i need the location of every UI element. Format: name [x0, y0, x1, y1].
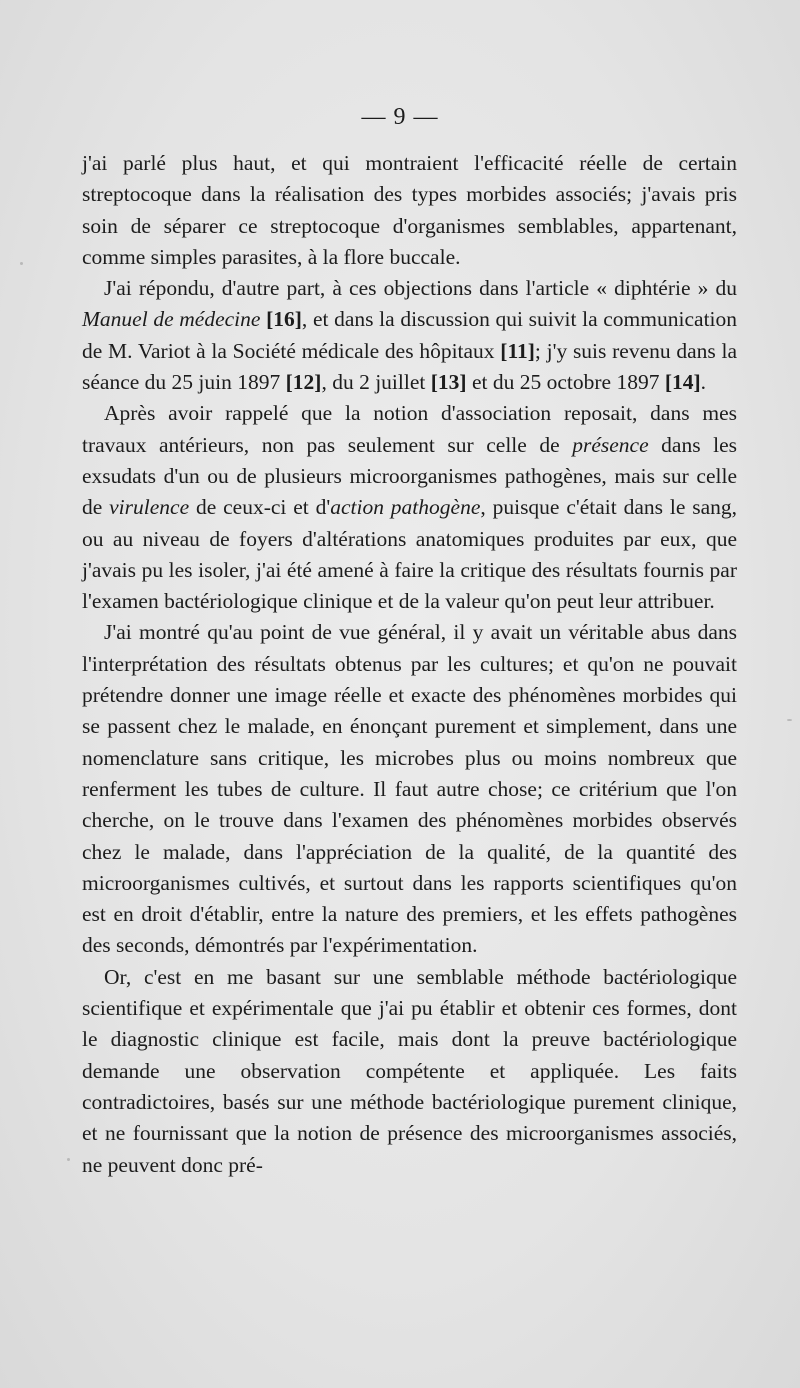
paper-speck	[787, 719, 792, 721]
paragraph	[82, 148, 737, 273]
text-run: dans les exsudats d'un ou de plusieurs microorganismes pathogènes, mais sur celle de	[82, 432, 737, 520]
text-run: j'ai parlé plus haut, et qui montraient l'efficacité réelle de certain streptocoque dans la réalisation des types morbides associés; j'avais pris soin de séparer ce streptocoque d'organismes semblables, appartenant, comme simples parasites, à la flore buccale.	[82, 151, 737, 269]
text-run: , puisque c'était dans le sang, ou au niveau de foyers d'altérations anatomiques produites par eux, que j'avais pu les isoler, j'ai été amené à faire la critique des résultats fournis par l'examen bactériologique clinique et de la valeur qu'on peut leur attribuer.	[82, 495, 737, 614]
reference-number: [11]	[500, 338, 535, 363]
reference-number: [14]	[664, 370, 701, 395]
page-number: — 9 —	[361, 104, 439, 130]
text-run: J'ai répondu, d'autre part, à ces objections dans l'article « diphtérie » du	[104, 276, 737, 301]
reference-number: [12]	[285, 370, 322, 395]
text-run: ; j'y suis revenu dans la séance du 25 juin 1897	[82, 338, 737, 395]
italic-text: Manuel de médecine	[82, 307, 261, 332]
text-run: J'ai montré qu'au point de vue général, il y avait un véritable abus dans l'interprétation des résultats obtenus par les cultures; et qu'on ne pouvait prétendre donner une image réelle et exacte des phénomènes morbides qui se passent chez le malade, en énonçant purement et simplement, dans une nomenclature sans critique, les microbes plus ou moins nombreux que renferment les tubes de culture. Il faut autre chose; ce critérium que l'on cherche, on le trouve dans l'examen des phénomènes morbides observés chez le malade, dans l'appréciation de la qualité, de la quantité des microorganismes cultivés, et surtout dans les rapports scientifiques qu'on est en droit d'établir, entre la nature des premiers, et les effets pathogènes des seconds, démontrés par l'expérimentation.	[82, 620, 737, 958]
paragraph	[82, 398, 737, 617]
paragraph	[82, 962, 737, 1181]
text-run: Or, c'est en me basant sur une semblable méthode bactériologique scientifique et expérimentale que j'ai pu établir et obtenir ces formes, dont le diagnostic clinique est facile, mais dont la preuve bactériologique demande une observation compétente et appliquée. Les faits contradictoires, basés sur une méthode bactériologique purement clinique, et ne fournissant que la notion de présence des microorganismes associés, ne peuvent donc pré-	[82, 964, 737, 1177]
reference-number: [13]	[430, 370, 467, 395]
italic-text: présence	[572, 432, 649, 457]
text-run: , et dans la discussion qui suivit la communication de M. Variot à la Société médicale des hôpitaux	[82, 307, 738, 363]
text-run: Après avoir rappelé que la notion d'association reposait, dans mes travaux antérieurs, non pas seulement sur celle de	[82, 401, 737, 457]
text-run: et du 25 octobre 1897	[466, 370, 665, 395]
paper-speck	[67, 1158, 70, 1161]
paragraph	[82, 273, 737, 398]
italic-text: action pathogène	[330, 495, 481, 520]
paper-speck	[20, 262, 23, 265]
body-text	[82, 148, 737, 1181]
text-run: .	[700, 370, 707, 395]
paragraph	[82, 617, 737, 961]
italic-text: virulence	[109, 495, 190, 520]
text-run: , du 2 juillet	[321, 370, 431, 395]
text-run: de ceux-ci et d'	[189, 495, 331, 520]
reference-number: [16]	[266, 307, 302, 332]
